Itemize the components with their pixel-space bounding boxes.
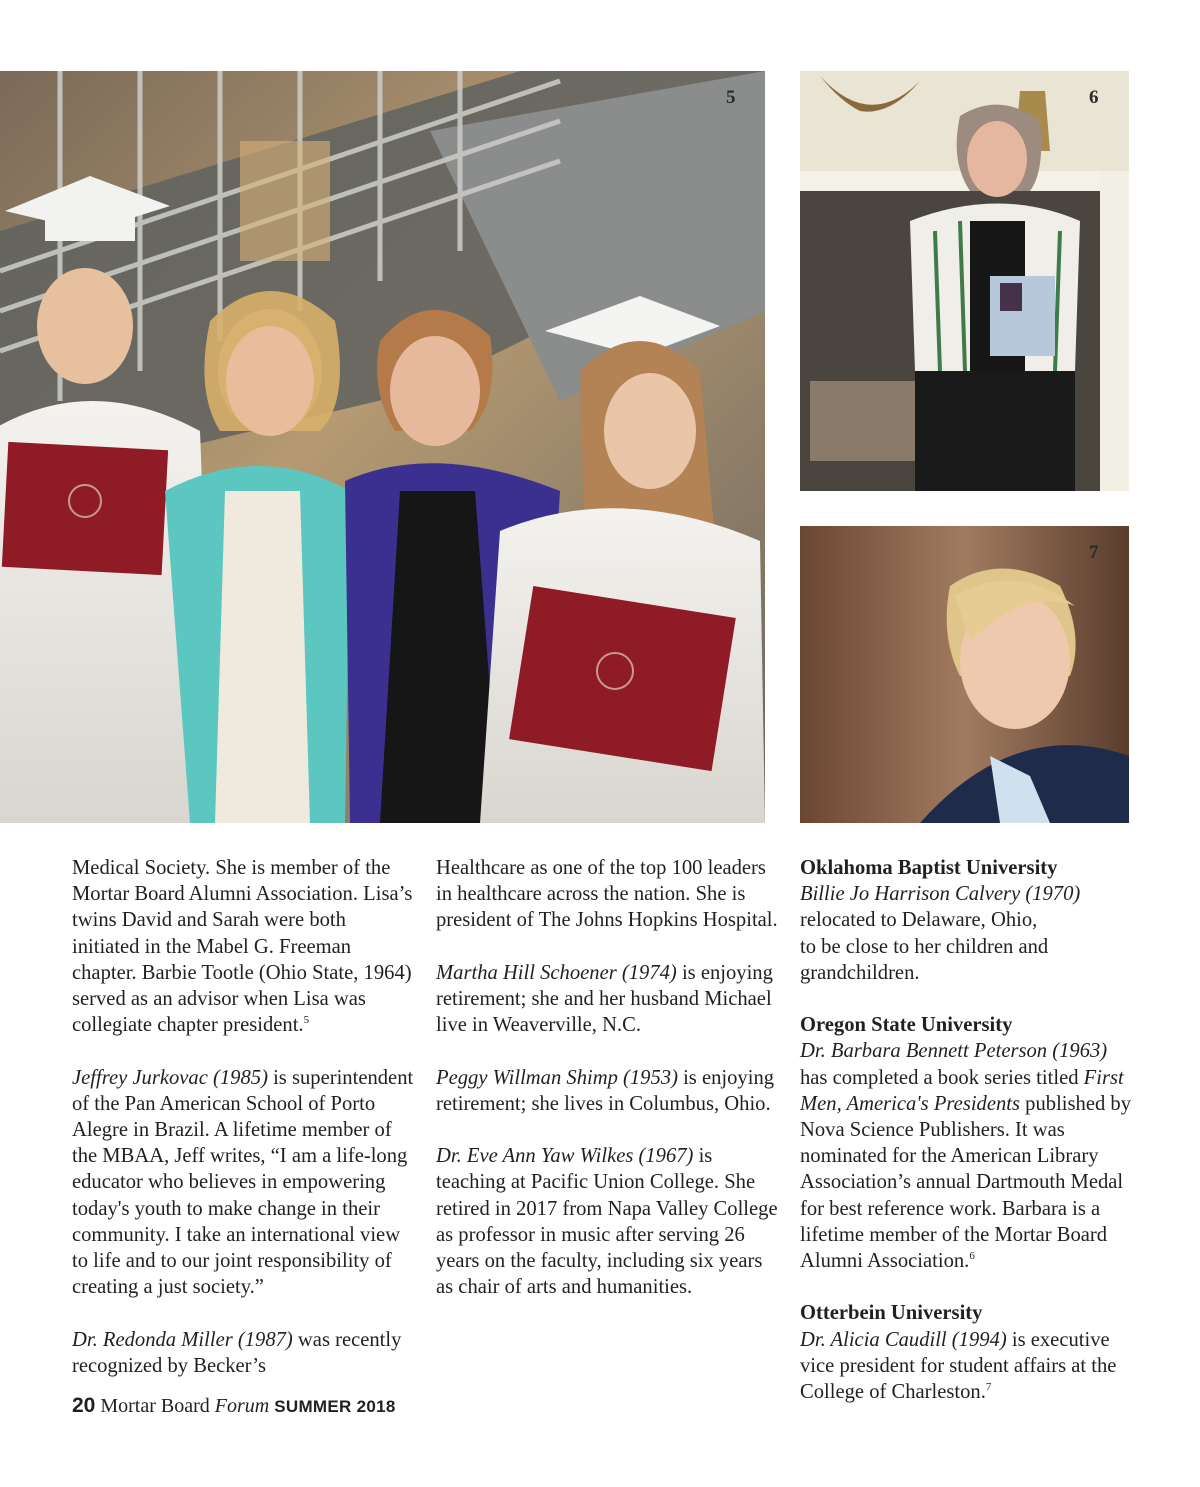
alumna-name: Dr. Eve Ann Yaw Wilkes (1967) <box>436 1145 694 1168</box>
footnote-ref: 5 <box>303 1014 310 1027</box>
university-heading: Oklahoma Baptist University <box>800 857 1058 879</box>
alumna-name: Jeffrey Jurkovac (1985) <box>72 1066 268 1089</box>
section-oklahoma-baptist <box>800 855 1145 986</box>
text-column-3 <box>800 855 1145 1405</box>
text-column-1 <box>72 855 417 1379</box>
university-heading: Oregon State University <box>800 1014 1013 1037</box>
paragraph-text: to be close to her children and grandchildren. <box>800 935 1049 984</box>
book-title: First Men, America's Presidents <box>800 1066 1124 1115</box>
paragraph-text: relocated to Delaware, Ohio, <box>800 909 1038 932</box>
paragraph-text: was recently recognized by Becker’s <box>72 1328 402 1377</box>
issue-label: SUMMER 2018 <box>269 1397 396 1416</box>
magazine-forum: Forum <box>214 1395 270 1417</box>
page-number: 20 <box>72 1394 96 1417</box>
photo-barbara-peterson <box>800 71 1129 491</box>
paragraph <box>436 960 781 1039</box>
page-footer <box>72 1394 396 1418</box>
paragraph-text: is executive vice president for student affairs at the College of Charleston. <box>800 1328 1117 1404</box>
paragraph-text: Healthcare as one of the top 100 leaders in healthcare across the nation. She is president of The Johns Hopkins Hospital. <box>436 857 778 932</box>
section-otterbein <box>800 1300 1145 1405</box>
paragraph <box>436 1143 781 1300</box>
alumna-name: Dr. Redonda Miller (1987) <box>72 1328 293 1351</box>
paragraph-text: has completed a book series titled <box>800 1066 1084 1089</box>
paragraph <box>72 1327 417 1379</box>
paragraph <box>436 1065 781 1117</box>
alumna-name: Billie Jo Harrison Calvery (1970) <box>800 883 1081 906</box>
paragraph-text: Medical Society. She is member of the Mortar Board Alumni Association. Lisa’s twins David and Sarah were both initiated in the Mabel G. Freeman chapter. Barbie Tootle (Ohio State, 1964) served as an advisor when Lisa was collegiate chapter president. <box>72 857 413 1037</box>
alumna-name: Peggy Willman Shimp (1953) <box>436 1066 678 1089</box>
paragraph-text: published by Nova Science Publishers. It was nominated for the American Library Association’s annual Dartmouth Medal for best reference work. Barbara is a lifetime member of the Mortar Board Alumni Association. <box>800 1092 1132 1273</box>
paragraph <box>436 855 781 934</box>
magazine-name: Mortar Board <box>95 1395 215 1417</box>
alumna-name: Dr. Alicia Caudill (1994) <box>800 1328 1007 1351</box>
photo-number: 6 <box>1089 87 1099 108</box>
photo-number: 5 <box>726 87 736 108</box>
paragraph-text: is teaching at Pacific Union College. She retired in 2017 from Napa Valley College as professor in music after serving 26 years on the faculty, including six years as chair of arts and humanities. <box>436 1145 778 1299</box>
text-column-2 <box>436 855 781 1300</box>
paragraph-text: is enjoying retirement; she and her husband Michael live in Weaverville, N.C. <box>436 961 773 1037</box>
paragraph <box>72 1065 417 1301</box>
photo-alicia-caudill <box>800 526 1129 823</box>
photo-number: 7 <box>1089 542 1099 563</box>
section-oregon-state <box>800 1012 1145 1274</box>
alumna-name: Dr. Barbara Bennett Peterson (1963) <box>800 1040 1108 1063</box>
footnote-ref: 6 <box>969 1250 975 1263</box>
university-heading: Otterbein University <box>800 1302 983 1325</box>
footnote-ref: 7 <box>985 1381 992 1394</box>
paragraph-text: is enjoying retirement; she lives in Columbus, Ohio. <box>436 1066 775 1115</box>
photo-graduation-group <box>0 71 765 823</box>
alumna-name: Martha Hill Schoener (1974) <box>436 961 677 984</box>
paragraph-text: is superintendent of the Pan American School of Porto Alegre in Brazil. A lifetime member of the MBAA, Jeff writes, “I am a life-long educator who believes in empowering today's youth to make change in their community. I take an international view to life and to our joint responsibility of creating a just society.” <box>72 1066 414 1299</box>
paragraph <box>72 855 417 1038</box>
